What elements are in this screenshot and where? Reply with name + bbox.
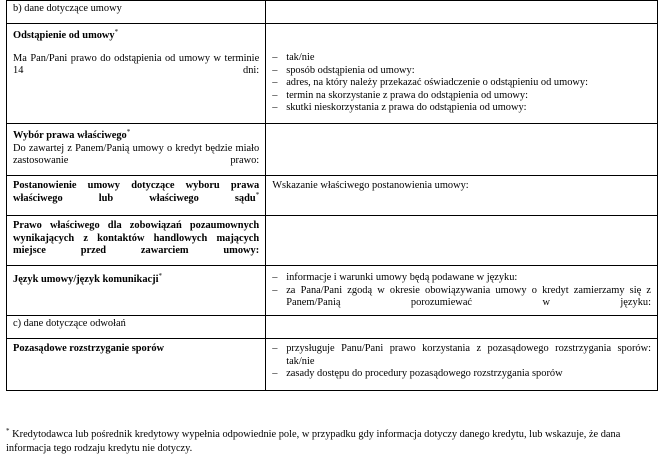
dash-list <box>272 343 651 381</box>
row-left-cell <box>7 216 266 266</box>
footnote <box>6 428 658 455</box>
row-left-cell <box>7 24 266 124</box>
footnote-text: Kredytodawca lub pośrednik kredytowy wypełnia odpowiednie pole, w przypadku gdy informacja dotyczy danego kredytu, lub wskazuje, że dana informacja tego rodzaju kredytu nie dotyczy. <box>6 429 621 454</box>
footnote-marker: * <box>126 128 131 136</box>
list-item: – sposób odstąpienia od umowy: <box>272 64 415 76</box>
table-row <box>7 24 658 124</box>
row-right-cell <box>266 176 658 216</box>
row-right-cell <box>266 266 658 316</box>
row-right-cell <box>266 1 658 24</box>
row-title: Pozasądowe rozstrzyganie sporów <box>13 343 165 354</box>
list-item: – skutki nieskorzystania z prawa do odstąpienia od umowy: <box>272 102 527 114</box>
row-left-cell <box>7 176 266 216</box>
row-right-cell <box>266 24 658 124</box>
row-right-cell <box>266 216 658 266</box>
list-item: – termin na skorzystanie z prawa do odstąpienia od umowy: <box>272 89 528 101</box>
footnote-marker: * <box>114 28 119 36</box>
table-row <box>7 1 658 24</box>
dash-list <box>272 52 651 115</box>
footnote-marker: * <box>255 190 260 199</box>
list-item: – adres, na który należy przekazać oświadczenie o odstąpieniu od umowy: <box>272 77 588 89</box>
row-title: Postanowienie umowy dotyczące wyboru prawa właściwego lub właściwego sądu* <box>13 180 260 204</box>
table-row <box>7 316 658 339</box>
dash-list <box>272 272 651 310</box>
row-right-cell <box>266 339 658 391</box>
row-body: Do zawartej z Panem/Panią umowy o kredyt będzie miało zastosowanie prawo: <box>13 142 260 167</box>
list-item: – informacje i warunki umowy będą podawane w języku: <box>272 272 518 283</box>
row-left-cell <box>7 124 266 176</box>
row-right-cell <box>266 316 658 339</box>
list-item: – przysługuje Panu/Pani prawo korzystania z pozasądowego rozstrzygania sporów: tak/nie <box>272 343 651 367</box>
row-title: Odstąpienie od umowy <box>13 30 115 41</box>
list-item: – zasady dostępu do procedury pozasądowego rozstrzygania sporów <box>272 368 563 380</box>
footnote-marker: * <box>6 427 10 435</box>
table-row <box>7 176 658 216</box>
row-right-text: Wskazanie właściwego postanowienia umowy: <box>272 180 469 191</box>
information-table <box>6 0 658 391</box>
table-row <box>7 124 658 176</box>
footnote-marker: * <box>158 272 162 280</box>
row-right-cell <box>266 124 658 176</box>
section-heading: c) dane dotyczące odwołań <box>13 318 126 329</box>
list-item: – tak/nie <box>272 52 315 63</box>
table-row <box>7 216 658 266</box>
row-title: Prawo właściwego dla zobowiązań pozaumownych wynikających z kontaktów handlowych mających miejsce przed zawarciem umowy: <box>13 220 260 257</box>
row-left-cell <box>7 266 266 316</box>
table-row <box>7 266 658 316</box>
row-left-cell <box>7 316 266 339</box>
table-row <box>7 339 658 391</box>
row-left-cell <box>7 339 266 391</box>
row-left-cell <box>7 1 266 24</box>
row-title: Wybór prawa właściwego <box>13 130 127 141</box>
row-body: Ma Pan/Pani prawo do odstąpienia od umowy w terminie 14 dni: <box>13 52 260 77</box>
row-title: Język umowy/język komunikacji <box>13 274 159 285</box>
list-item: – za Pana/Pani zgodą w okresie obowiązywania umowy o kredyt zamierzamy się z Panem/Panią porozumiewać w języku: <box>272 284 651 309</box>
section-heading: b) dane dotyczące umowy <box>13 3 122 14</box>
